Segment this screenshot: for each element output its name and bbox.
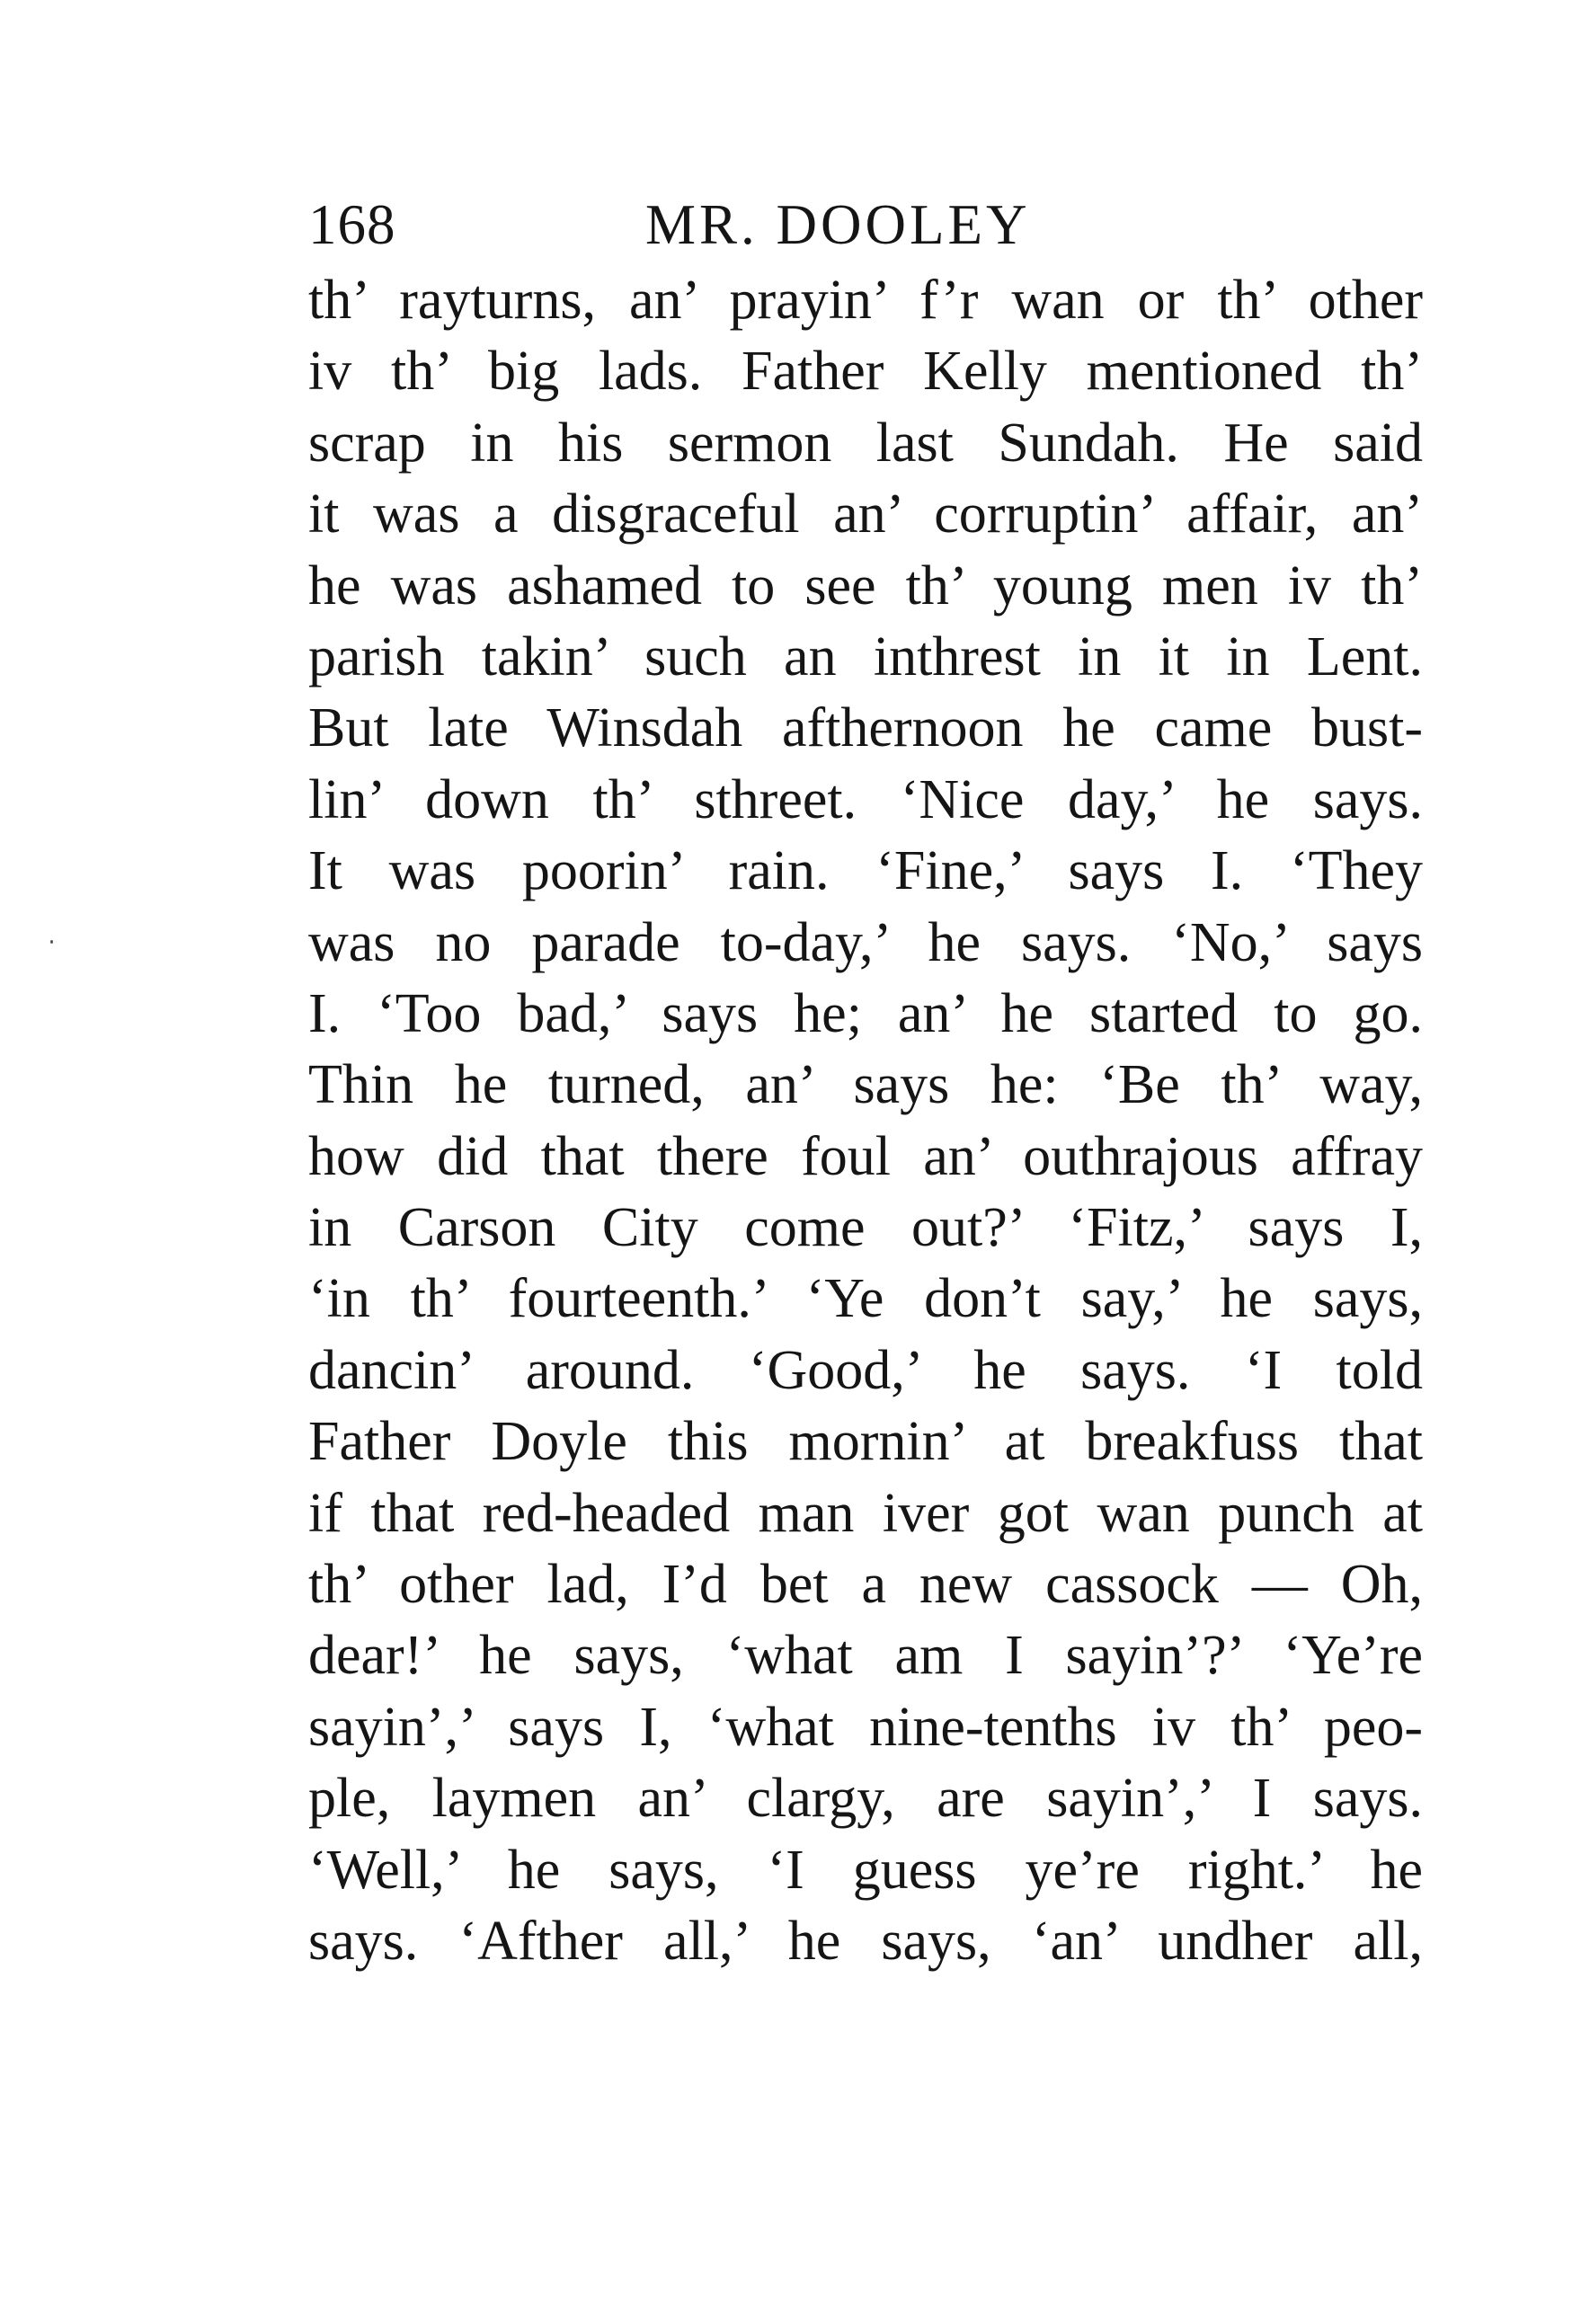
- text-line: I. ‘Too bad,’ says he; an’ he started to go.: [308, 982, 1423, 1044]
- text-line: how did that there foul an’ outhrajous affray: [308, 1125, 1423, 1187]
- text-line: Father Doyle this mornin’ at breakfuss that: [308, 1411, 1423, 1473]
- text-line: iv th’ big lads. Father Kelly mentioned th’: [308, 341, 1423, 403]
- page-header: [308, 184, 1423, 265]
- text-line: ple, laymen an’ clargy, are sayin’,’ I says.: [308, 1768, 1423, 1830]
- text-line: th’ other lad, I’d bet a new cassock — Oh,: [308, 1554, 1423, 1616]
- text-line: But late Winsdah afthernoon he came bust-: [308, 697, 1423, 759]
- text-line: sayin’,’ says I, ‘what nine-tenths iv th’ peo-: [308, 1696, 1423, 1758]
- text-line: It was poorin’ rain. ‘Fine,’ says I. ‘They: [308, 840, 1423, 902]
- text-line: in Carson City come out?’ ‘Fitz,’ says I,: [308, 1197, 1423, 1259]
- paper-speck: [50, 940, 53, 944]
- text-line: he was ashamed to see th’ young men iv th’: [308, 554, 1423, 616]
- text-line: says. ‘Afther all,’ he says, ‘an’ undher all,: [308, 1910, 1423, 1972]
- text-line: was no parade to-day,’ he says. ‘No,’ says: [308, 911, 1423, 973]
- page-number: 168: [308, 193, 396, 256]
- text-line: lin’ down th’ sthreet. ‘Nice day,’ he says.: [308, 768, 1423, 830]
- text-line: ‘Well,’ he says, ‘I guess ye’re right.’ he: [308, 1839, 1423, 1901]
- text-line: Thin he turned, an’ says he: ‘Be th’ way,: [308, 1054, 1423, 1116]
- text-line: ‘in th’ fourteenth.’ ‘Ye don’t say,’ he says,: [308, 1268, 1423, 1330]
- running-title: MR. DOOLEY: [645, 193, 1031, 256]
- text-line: it was a disgraceful an’ corruptin’ affair, an’: [308, 483, 1423, 546]
- text-line: scrap in his sermon last Sundah. He said: [308, 412, 1423, 474]
- text-line: if that red-headed man iver got wan punch at: [308, 1482, 1423, 1544]
- text-line: parish takin’ such an inthrest in it in Lent.: [308, 625, 1423, 687]
- body-text: [308, 265, 1423, 1977]
- text-line: dancin’ around. ‘Good,’ he says. ‘I told: [308, 1339, 1423, 1401]
- text-line: dear!’ he says, ‘what am I sayin’?’ ‘Ye’re: [308, 1625, 1423, 1687]
- text-line: th’ rayturns, an’ prayin’ f’r wan or th’ other: [308, 270, 1423, 331]
